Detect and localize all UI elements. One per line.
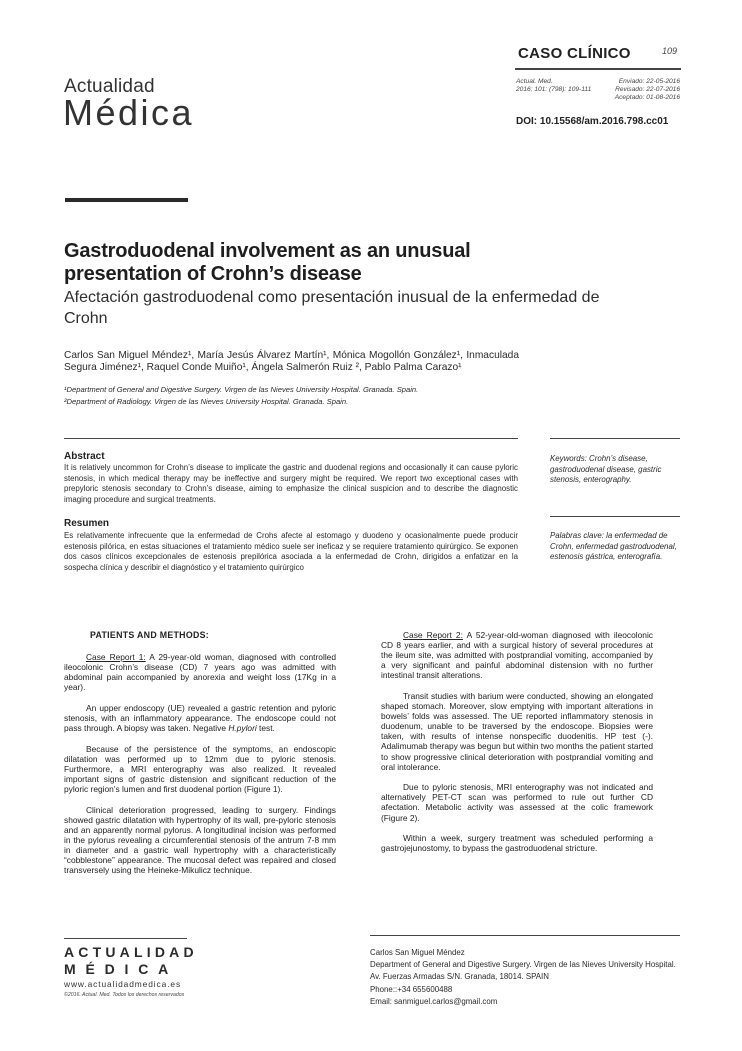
- doi: DOI: 10.15568/am.2016.798.cc01: [516, 116, 669, 127]
- body-column-right: [381, 630, 653, 864]
- correspondence: [370, 947, 676, 1008]
- journal-url[interactable]: www.actualidadmedica.es: [64, 979, 182, 989]
- citation-line: 2016; 101: (798): 109-111: [516, 86, 592, 93]
- journal-logo-big: Médica: [63, 92, 195, 133]
- abstract-heading: Abstract: [64, 451, 105, 462]
- keywords-divider: [550, 438, 680, 439]
- paragraph: Transit studies with barium were conducted, showing an elongated shaped stomach. Moreover, slow emptying with important alterations in bowels’ folds was assessed. The UE reported inflammatory stenosis in duodenum, unable to be traversed by the endoscope. Biopsies were taken, with results of intense nonspecific duodenitis. HP test (-). Adalimumab therapy was begun but within two months the patient started to show progressive clinical deterioration with postprandial vomiting and oral intolerance.: [381, 690, 653, 772]
- citation: [516, 78, 591, 94]
- logo-divider: [65, 198, 188, 202]
- paragraph-text: An upper endoscopy (UE) revealed a gastric retention and pyloric stenosis, with an inflammatory appearance. The endoscope could not pass through. A biopsy was taken. Negative: [64, 702, 336, 734]
- page-number: 109: [662, 46, 678, 56]
- paragraph-text: A 52-year-old-woman diagnosed with ileocolonic CD 8 years earlier, and with a surgical history of several procedures at the ileum site, was admitted with postprandial vomiting, accompanied by a very significant and painful abdominal distension with no further intestinal transit alterations.: [381, 630, 653, 681]
- paragraph: [64, 652, 336, 692]
- title-line: presentation of Crohn’s disease: [64, 263, 362, 285]
- body-column-left: [64, 630, 336, 886]
- copyright: ©2016. Actual. Med. Todos los derechos reservados: [64, 992, 185, 998]
- correspondence-address: Av. Fuerzas Armadas S/N. Granada, 18014. SPAIN: [370, 972, 549, 982]
- date-line: Revisado: 22-07-2016: [615, 86, 680, 93]
- italic-term: H.pylori: [228, 723, 257, 734]
- journal-logo-small: Actualidad: [64, 76, 155, 97]
- footer-divider-left: [64, 938, 187, 939]
- resumen-text: Es relativamente infrecuente que la enfermedad de Crohs afecte al estomago y duodeno y ocasionalmente puede producir estenosis pilórica, en estas situaciones el tratamiento médico suele ser ineficaz y se requiere tratamiento quirúrgico. Se exponen dos casos clínicos excepcionales de estenosis prepilórica asociada a la enfermedad de Crohn, dirigidos a enfatizar en la sospecha clínica y describir el diagnóstico y el tratamiento quirúrgico: [64, 531, 518, 572]
- citation-line: Actual. Med.: [516, 78, 553, 85]
- affiliation-2: ²Department of Radiology. Virgen de las Nieves University Hospital. Granada. Spain.: [64, 397, 349, 406]
- paragraph: Clinical deterioration progressed, leading to surgery. Findings showed gastric dilatation with hypertrophy of its wall, pre-pyloric stenosis and an apparently normal pylorus. A longitudinal incision was performed in the pylorus revealing a circumferential stenosis of the antrum 7-8 mm in diameter and a gastric wall hypertrophy with a characteristically “cobblestone” appearance. The mucosal defect was repaired and closed transversely using the Heineke-Mikulicz technique.: [64, 804, 336, 876]
- footer-divider-right: [370, 935, 680, 936]
- footer-logo-line2: MÉDICA: [64, 961, 179, 977]
- correspondence-phone: Phone::+34 655600488: [370, 984, 453, 994]
- keywords-divider: [550, 516, 680, 517]
- section-heading: PATIENTS AND METHODS:: [90, 630, 210, 640]
- abstract-text: It is relatively uncommon for Crohn’s disease to implicate the gastric and duodenal regions and occasionally it can cause pyloric stenosis, in which medical therapy may be ineffective and surgery might be required. We report two exceptional cases with prepyloric stenosis secondary to Crohn’s disease, aiming to emphasize the clinical suspicion and to describe the diagnostic imaging procedure and surgical treatments.: [64, 463, 518, 504]
- correspondence-email[interactable]: Email: sanmiguel.carlos@gmail.com: [370, 996, 498, 1006]
- paragraph: Within a week, surgery treatment was scheduled performing a gastrojejunostomy, to bypass the gastroduodenal stricture.: [381, 833, 653, 854]
- date-line: Enviado: 22-05-2016: [618, 78, 680, 85]
- article-subtitle: Afectación gastroduodenal como presentación inusual de la enfermedad de Crohn: [64, 289, 600, 327]
- paragraph: Due to pyloric stenosis, MRI enterography was not indicated and alternatively PET-CT scan was performed to rule out further CD afectation. Metabolic activity was assessed at the colic framework (Figure 2).: [381, 782, 653, 823]
- date-line: Aceptado: 01-08-2016: [614, 94, 680, 101]
- palabras-clave: Palabras clave: la enfermedad de Crohn, enfermedad gastroduodenal, estenosis gástrica, enterografía.: [550, 531, 677, 562]
- paragraph-text: test.: [256, 723, 275, 734]
- case-label: Case Report 2:: [403, 630, 463, 640]
- case-label: Case Report 1:: [86, 652, 146, 663]
- abstract-divider: [64, 438, 518, 439]
- article-title: [64, 240, 664, 286]
- footer-logo-line1: ACTUALIDAD: [64, 944, 198, 960]
- section-tag: CASO CLÍNICO: [518, 45, 631, 62]
- paragraph: Because of the persistence of the symptoms, an endoscopic dilatation was performed up to 12mm due to pyloric stenosis. Furthermore, a MRI enterography was also realized. It revealed important signs of gastric distension and significant reduction of the pyloric region’s lumen and first duodenal portion (Figure 1).: [64, 743, 336, 795]
- paragraph: [64, 703, 336, 733]
- keywords: Keywords: Crohn’s disease, gastroduodenal disease, gastric stenosis, enterography.: [550, 454, 662, 485]
- resumen-heading: Resumen: [64, 518, 110, 529]
- section-divider: [515, 68, 681, 70]
- correspondence-name: Carlos San Miguel Méndez: [370, 948, 465, 957]
- paragraph-text: A 29-year-old woman, diagnosed with controlled ileocolonic Crohn’s disease (CD) 7 years ago was admitted with abdominal pain accompanied by anorexia and weight loss (17Kg in a year).: [64, 652, 336, 693]
- paragraph: [381, 630, 653, 680]
- correspondence-dept: Department of General and Digestive Surgery. Virgen de las Nieves University Hospital.: [370, 960, 676, 970]
- submission-dates: [600, 78, 680, 102]
- authors: Carlos San Miguel Méndez¹, María Jesús Álvarez Martín¹, Mónica Mogollón González¹, Inmaculada Segura Jiménez¹, Raquel Conde Muiño¹, Ángela Salmerón Ruiz ², Pablo Palma Carazo¹: [64, 350, 519, 373]
- affiliation-1: ¹Department of General and Digestive Surgery. Virgen de las Nieves University Hospital. Granada. Spain.: [64, 385, 419, 394]
- title-line: Gastroduodenal involvement as an unusual: [64, 240, 471, 262]
